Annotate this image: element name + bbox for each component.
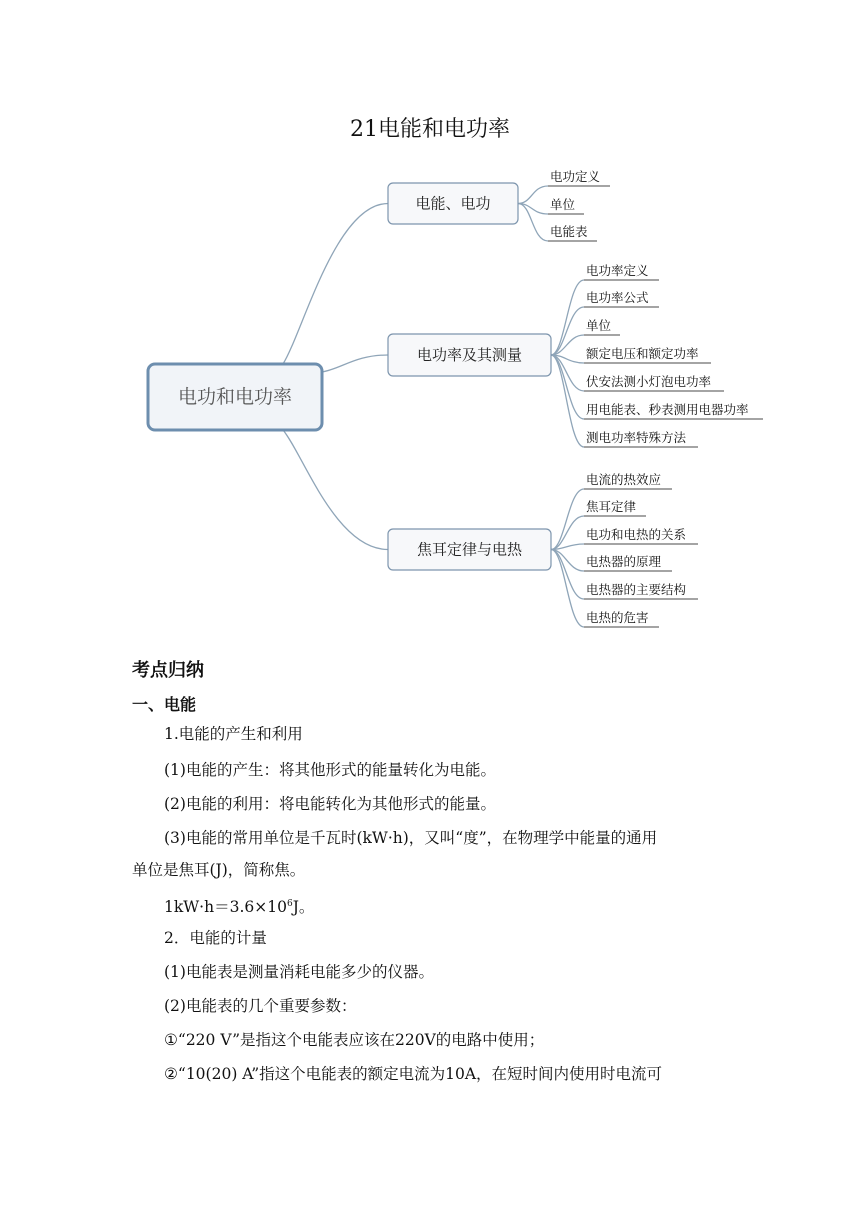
leaf-node-label: 电热器的原理 [586, 554, 662, 569]
branch-node-label: 焦耳定律与电热 [416, 540, 523, 559]
formula-exponent: 6 [286, 899, 293, 909]
root-branch-connector [283, 204, 388, 365]
leaf-node-label: 电功率定义 [586, 263, 649, 278]
leaf-nodes [548, 169, 763, 627]
leaf-node-label: 用电能表、秒表测用电器功率 [586, 402, 749, 417]
formula-line [164, 894, 314, 917]
leaf-connector [551, 355, 584, 419]
paragraph-line: 单位是焦耳(J)，简称焦。 [132, 861, 306, 879]
leaf-connector [551, 355, 584, 447]
leaf-node-label: 电功定义 [550, 169, 601, 184]
paragraph-line: (1)电能的产生：将其他形式的能量转化为电能。 [164, 761, 496, 779]
leaf-connector [551, 489, 584, 550]
leaf-node-label: 电能表 [550, 224, 588, 239]
leaf-node-label: 电热的危害 [586, 610, 649, 625]
paragraph-line: (2)电能的利用：将电能转化为其他形式的能量。 [164, 795, 496, 813]
root-branch-connector [322, 355, 388, 372]
page-title: 21电能和电功率 [350, 117, 510, 142]
leaf-node-label: 电热器的主要结构 [586, 582, 687, 597]
paragraph-line: ①“220 V”是指这个电能表应该在220V的电路中使用； [164, 1031, 545, 1049]
branch-node-label: 电能、电功 [415, 194, 491, 213]
leaf-node-label: 电功率公式 [586, 290, 649, 305]
branch-node-label: 电功率及其测量 [416, 346, 523, 364]
leaf-node-label: 电功和电热的关系 [586, 527, 687, 542]
root-node: 电功和电功率 [177, 386, 293, 408]
root-branch-connector [283, 430, 388, 550]
leaf-node-label: 单位 [586, 318, 612, 333]
leaf-node-label: 焦耳定律 [586, 499, 637, 514]
paragraph-line: ②“10(20) A”指这个电能表的额定电流为10A，在短时间内使用时电流可 [164, 1065, 663, 1083]
paragraph-line: (2)电能表的几个重要参数： [164, 997, 357, 1015]
section-heading: 考点归纳 [132, 660, 204, 681]
leaf-node-label: 电流的热效应 [586, 472, 662, 487]
leaf-node-label: 单位 [550, 197, 576, 212]
leaf-node-label: 伏安法测小灯泡电功率 [586, 374, 712, 389]
paragraph-line: (1)电能表是测量消耗电能多少的仪器。 [164, 963, 434, 981]
subsection-heading: 一、电能 [132, 695, 197, 714]
leaf-node-label: 额定电压和额定功率 [586, 346, 699, 361]
paragraph-line: (3)电能的常用单位是千瓦时(kW·h)，又叫“度”，在物理学中能量的通用 [164, 829, 658, 847]
formula-base: 1kW·h＝3.6×10 [164, 898, 287, 917]
formula-unit: J。 [292, 898, 315, 917]
paragraph-line: 1.电能的产生和利用 [164, 725, 303, 743]
paragraph-line: 2．电能的计量 [164, 929, 267, 947]
leaf-node-label: 测电功率特殊方法 [586, 430, 687, 445]
leaf-connector [518, 186, 548, 204]
branch-nodes [388, 183, 551, 570]
